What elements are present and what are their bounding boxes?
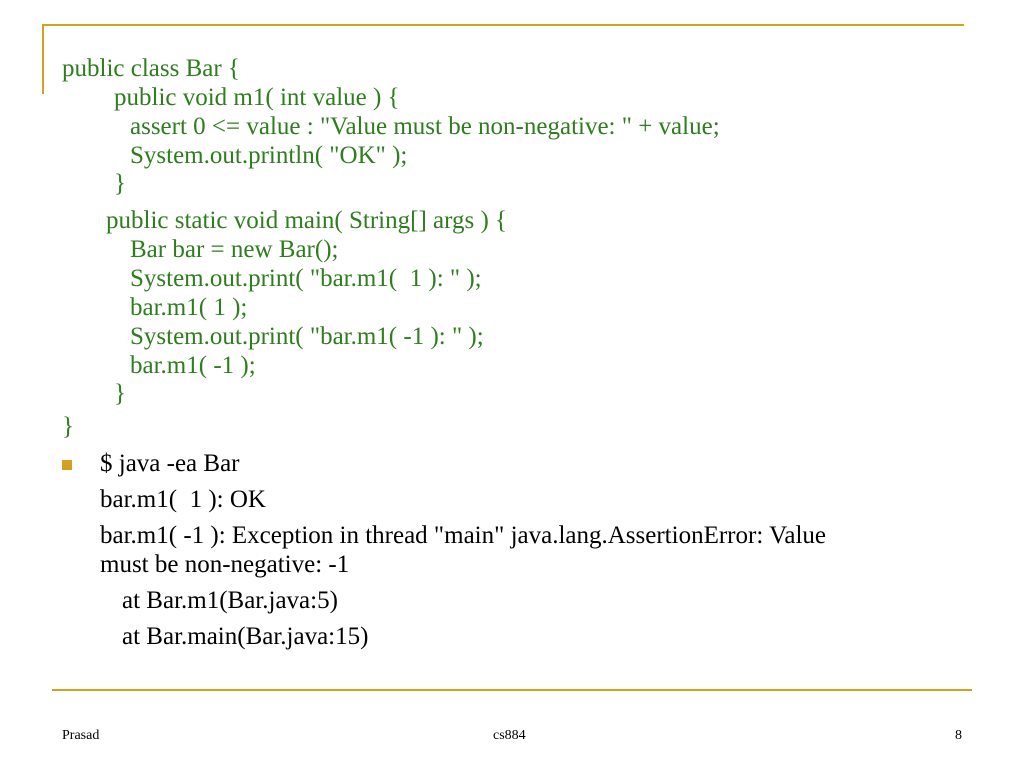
code-line: } [114,170,126,197]
code-line: System.out.println( "OK" ); [130,142,408,169]
top-border-rule [42,24,964,26]
code-line: } [62,413,74,440]
output-line: bar.m1( -1 ): Exception in thread "main" java.lang.AssertionError: Value [100,522,826,549]
code-line: System.out.print( "bar.m1( -1 ): " ); [130,323,484,350]
footer-page-number: 8 [955,728,962,743]
code-line: public void m1( int value ) { [114,84,400,111]
code-line: bar.m1( 1 ); [130,294,248,321]
output-line: must be non-negative: -1 [100,551,350,578]
code-line: } [114,380,126,407]
code-line: public static void main( String[] args ) { [106,207,508,234]
code-line: Bar bar = new Bar(); [130,236,339,263]
stack-trace-line: at Bar.m1(Bar.java:5) [122,587,338,614]
left-border-rule [42,24,44,94]
footer-rule [52,689,972,691]
code-line: bar.m1( -1 ); [130,352,256,379]
bullet-square-icon [62,460,72,470]
code-line: public class Bar { [62,55,240,82]
footer-author: Prasad [62,728,100,743]
command-line: $ java -ea Bar [100,450,240,477]
code-line: assert 0 <= value : "Value must be non-negative: " + value; [130,113,720,140]
code-line: System.out.print( "bar.m1( 1 ): " ); [130,265,482,292]
output-line: bar.m1( 1 ): OK [100,486,266,513]
stack-trace-line: at Bar.main(Bar.java:15) [122,623,369,650]
footer-course: cs884 [493,728,526,743]
